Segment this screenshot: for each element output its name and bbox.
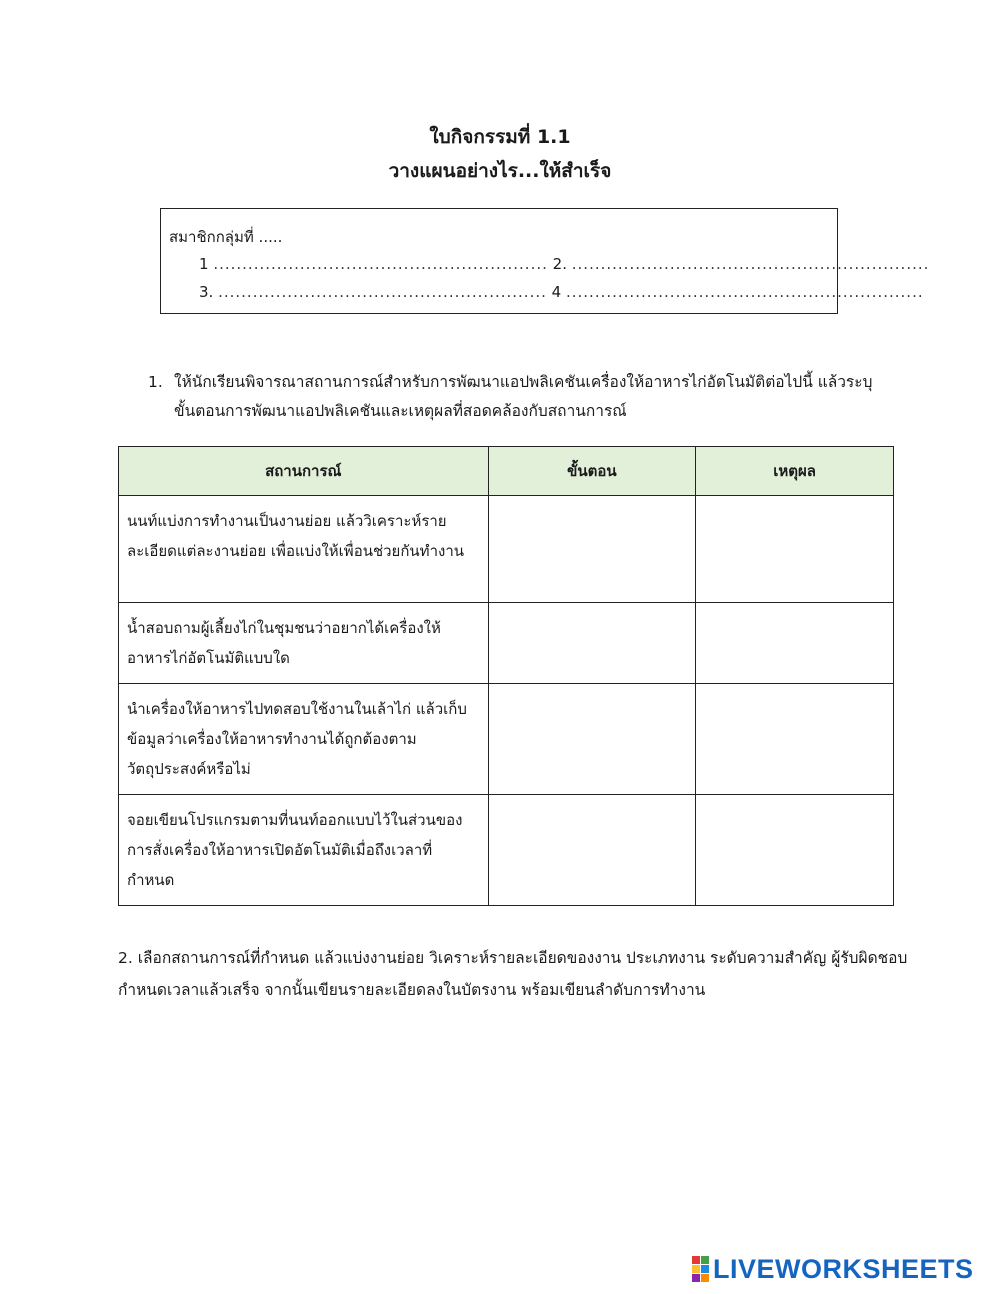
question-2-text: 2. เลือกสถานการณ์ที่กำหนด แล้วแบ่งงานย่อย วิเคราะห์รายละเอียดของงาน ประเภทงาน ระดับความสำคัญ ผู้รับผิดชอบ กำหนดเวลาแล้วเสร็จ จากนั้นเขียนรายละเอียดลงในบัตรงาน พร้อมเขียนลำดับการทำงาน — [118, 949, 908, 999]
member-line-3-4 — [199, 283, 924, 301]
member-blank-1[interactable]: .......................................................... — [213, 255, 548, 273]
member-blank-4[interactable]: .............................................................. — [565, 283, 924, 301]
step-answer-cell[interactable] — [488, 603, 696, 684]
step-answer-cell[interactable] — [488, 795, 696, 906]
liveworksheets-logo-text: LIVEWORKSHEETS — [713, 1253, 974, 1284]
reason-answer-cell[interactable] — [696, 795, 894, 906]
liveworksheets-logo — [692, 1252, 974, 1286]
situation-table — [118, 446, 894, 906]
situation-cell: นนท์แบ่งการทำงานเป็นงานย่อย แล้ววิเคราะห์รายละเอียดแต่ละงานย่อย เพื่อแบ่งให้เพื่อนช่วยกันทำงาน — [119, 496, 489, 603]
header-step: ขั้นตอน — [488, 447, 696, 496]
step-answer-cell[interactable] — [488, 684, 696, 795]
member-number-1: 1 — [199, 255, 209, 273]
table-row — [119, 603, 894, 684]
member-number-4: 4 — [551, 283, 562, 301]
reason-answer-cell[interactable] — [696, 603, 894, 684]
question-1-number: 1. — [148, 373, 163, 391]
group-members-heading: สมาชิกกลุ่มที่ ..... — [169, 228, 283, 246]
liveworksheets-logo-icon — [692, 1256, 709, 1282]
situation-cell: นำเครื่องให้อาหารไปทดสอบใช้งานในเล้าไก่ แล้วเก็บข้อมูลว่าเครื่องให้อาหารทำงานได้ถูกต้องตามวัตถุประสงค์หรือไม่ — [119, 684, 489, 795]
step-answer-cell[interactable] — [488, 496, 696, 603]
header-situation: สถานการณ์ — [119, 447, 489, 496]
header-reason: เหตุผล — [696, 447, 894, 496]
table-row — [119, 684, 894, 795]
member-blank-2[interactable]: .............................................................. — [571, 255, 930, 273]
member-line-1-2 — [199, 255, 929, 273]
table-row — [119, 795, 894, 906]
situation-cell: น้ำสอบถามผู้เลี้ยงไก่ในชุมชนว่าอยากได้เครื่องให้อาหารไก่อัตโนมัติแบบใด — [119, 603, 489, 684]
situation-cell: จอยเขียนโปรแกรมตามที่นนท์ออกแบบไว้ในส่วนของการสั่งเครื่องให้อาหารเปิดอัตโนมัติเมื่อถึงเวลาที่กำหนด — [119, 795, 489, 906]
group-members-box — [160, 208, 930, 314]
worksheet-subtitle: วางแผนอย่างไร...ให้สำเร็จ — [388, 160, 612, 182]
table-header-row — [119, 447, 894, 496]
question-1-text: ให้นักเรียนพิจารณาสถานการณ์สำหรับการพัฒนาแอปพลิเคชันเครื่องให้อาหารไก่อัตโนมัติต่อไปนี้ แล้วระบุขั้นตอนการพัฒนาแอปพลิเคชันและเหตุผลที่สอดคล้องกับสถานการณ์ — [174, 373, 873, 420]
member-blank-3[interactable]: ......................................................... — [218, 283, 547, 301]
reason-answer-cell[interactable] — [696, 684, 894, 795]
table-row — [119, 496, 894, 603]
reason-answer-cell[interactable] — [696, 496, 894, 603]
member-number-3: 3. — [199, 283, 214, 301]
member-number-2: 2. — [552, 255, 567, 273]
worksheet-title: ใบกิจกรรมที่ 1.1 — [429, 126, 571, 148]
